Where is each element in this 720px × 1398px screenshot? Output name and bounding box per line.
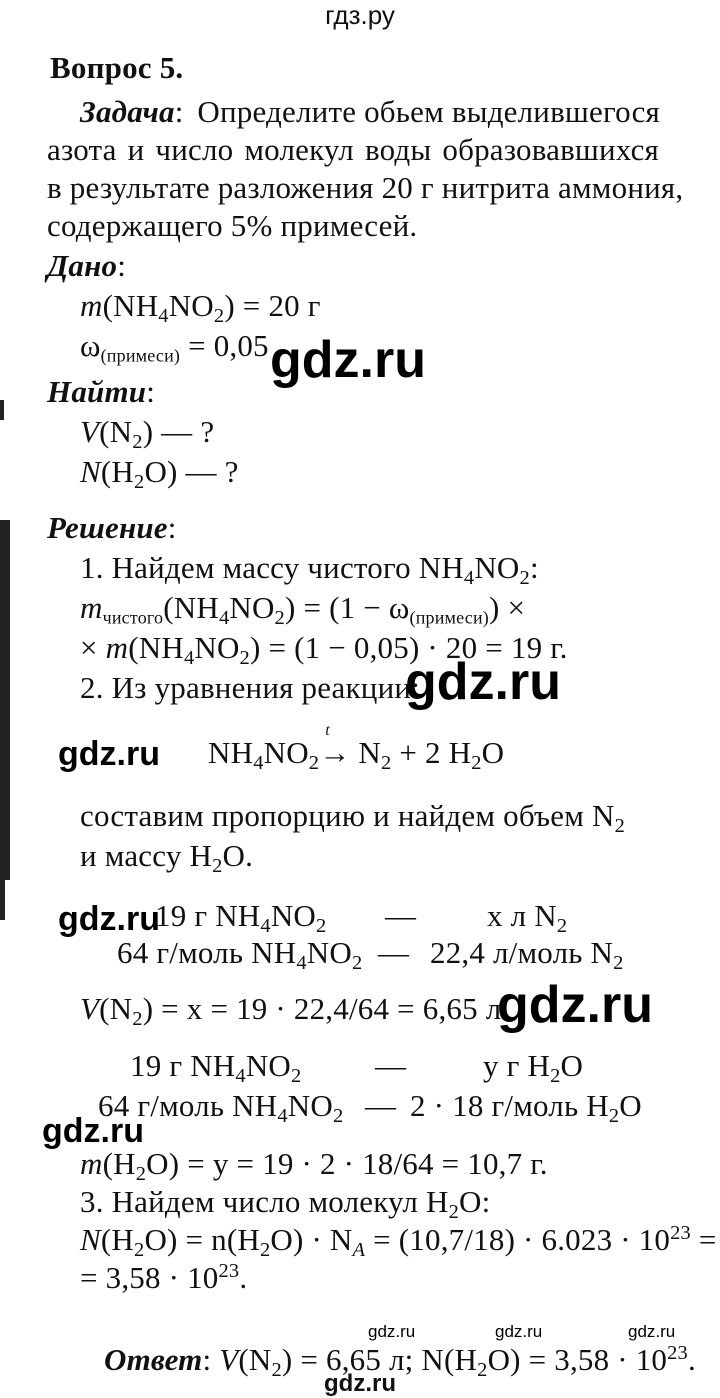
pure-mass-result: = (1 − 0,05) · 20 = 19 г.: [260, 630, 568, 665]
find-heading: Найти:: [47, 374, 156, 409]
p2-right-text: 22,4 л/моль N: [430, 935, 614, 970]
solution-step-1: 1. Найдем массу чистого $NH_4NO_2$:: [80, 550, 539, 590]
solution-label: Решение: [47, 510, 168, 545]
scan-edge: [0, 400, 4, 420]
watermark: gdz.ru: [368, 1322, 416, 1341]
answer-volume: = 6,65 л; N(H: [292, 1342, 478, 1377]
proportion-3-dash: —: [375, 1048, 407, 1083]
proportion-text-2: и массу $H_2O$.: [80, 838, 254, 878]
watermark: gdz.ru: [58, 900, 160, 938]
mass-result-expr: = y = 19 · 2 · 18/64 = 10,7 г.: [179, 1146, 548, 1181]
watermark: gdz.ru: [495, 1322, 543, 1341]
watermark: gdz.ru: [497, 976, 653, 1034]
proportion-4-left: 64 г/моль $NH_4NO_2$: [98, 1088, 344, 1128]
p4-left-text: 64 г/моль NH: [98, 1088, 278, 1123]
p1-right-text: x л N: [487, 898, 557, 933]
given-omega-sub: (примеси): [100, 345, 181, 366]
find-number: $N(H_2O)$ — ?: [80, 454, 239, 494]
site-header: гдз.ру: [325, 0, 395, 30]
mass-result: $m(H_2O) = y = 19 \cdot 2 \cdot 18/64 = 10,7$ г.: [80, 1146, 548, 1186]
watermark: gdz.ru: [58, 735, 160, 773]
volume-result: $V(N_2) = x = 19 \cdot 22,4/64 = 6,65$ л.: [80, 991, 510, 1031]
watermark: gdz.ru: [270, 331, 426, 389]
step1-text: 1. Найдем массу чистого NH: [80, 550, 464, 585]
given-omega: $\omega_{(примеси)} = 0,05$: [80, 328, 269, 366]
pure-mass-line-2: × $m(NH_4NO_2) = (1 - 0,05) \cdot 20 = 19$ г.: [80, 630, 568, 670]
find-volume: $V(N_2)$ — ?: [80, 414, 215, 454]
task-line-3: в результате разложения 20 г нитрита аммония,: [47, 170, 684, 205]
proportion-1-dash: —: [385, 898, 417, 933]
task-line-4: содержащего 5% примесей.: [47, 208, 418, 243]
watermark: gdz.ru: [42, 1112, 144, 1150]
find-label: Найти: [47, 374, 147, 409]
proportion-3-left: 19 г $NH_4NO_2$: [130, 1048, 302, 1088]
scan-edge: [0, 880, 5, 920]
given-mass-value: = 20 г: [234, 288, 321, 323]
answer-exp: 23: [667, 1341, 688, 1364]
watermark: gdz.ru: [405, 653, 561, 711]
answer-label: Ответ: [104, 1342, 203, 1377]
answer-line: Ответ: $V(N_2) = 6,65$ л; $N(H_2O) = 3,58 \cdot 10^{23}$.: [104, 1341, 696, 1382]
proportion-text-1-span: составим пропорцию и найдем объем N: [80, 798, 615, 833]
solution-step-2: 2. Из уравнения реакции:: [80, 670, 420, 705]
scan-edge: [0, 520, 10, 880]
proportion-text-1: составим пропорцию и найдем объем $N_2$: [80, 798, 625, 838]
proportion-2-dash: —: [378, 935, 410, 970]
pure-mass-expr-sub: (примеси): [409, 607, 490, 628]
proportion-1-right: x л $N_2$: [487, 898, 568, 938]
molecules-expr-2: O) · N: [270, 1222, 353, 1257]
given-label: Дано: [47, 248, 118, 283]
answer-number: O) = 3,58 · 10: [487, 1342, 668, 1377]
pure-mass-line-1: $m_{чистого}(NH_4NO_2) = (1 - \omega_{(примеси)})$ ×: [80, 590, 526, 630]
given-omega-value: = 0,05: [180, 328, 269, 363]
task-line-1: Задача: Определите обьем выделившегося: [80, 94, 660, 129]
molecules-expr-3: = (10,7/18) · 6.023 · 10: [365, 1222, 671, 1257]
reaction-equation: $NH_4NO_2$ t → $N_2 + 2$ $H_2O$: [208, 722, 505, 775]
proportion-4-right: 2 · 18 г/моль $H_2O$: [410, 1088, 642, 1128]
proportion-2-right: 22,4 л/моль $N_2$: [430, 935, 624, 975]
volume-result-expr: = x = 19 · 22,4/64 = 6,65 л.: [153, 991, 510, 1026]
pure-mass-sub: чистого: [102, 607, 164, 628]
pure-mass-expr: = (1 − ω: [295, 590, 410, 625]
molecules-line-1: $N(H_2O) = n(H_2O) \cdot N_A = (10,7/18) \cdot 6.023 \cdot 10^{23}$ =: [80, 1221, 717, 1262]
proportion-4-dash: —: [365, 1088, 397, 1123]
task-text-1: Определите обьем выделившегося: [197, 94, 660, 129]
given-heading: Дано:: [47, 248, 127, 283]
find-number-suffix: — ?: [177, 454, 239, 489]
proportion-text-2-span: и массу H: [80, 838, 213, 873]
task-label: Задача: [80, 94, 175, 129]
question-title: Вопрос 5.: [50, 50, 184, 85]
solution-heading: Решение:: [47, 510, 177, 545]
proportion-2-left: 64 г/моль $NH_4NO_2$: [117, 935, 363, 975]
find-volume-suffix: — ?: [153, 414, 215, 449]
molecules-exp: 23: [670, 1221, 691, 1244]
p3-right-text: y г H: [483, 1048, 551, 1083]
molecules-line-2: = $3,58 \cdot 10^{23}$.: [80, 1259, 248, 1295]
site-footer: gdz.ru: [324, 1370, 396, 1397]
p2-left-text: 64 г/моль NH: [117, 935, 297, 970]
molecules-result: = 3,58 · 10: [80, 1260, 219, 1295]
task-line-2: азота и число молекул воды образовавшихся: [47, 132, 659, 167]
pure-mass-expr-end: ) ×: [489, 590, 526, 625]
solution-step-3: 3. Найдем число молекул $H_2O$:: [80, 1184, 491, 1224]
avogadro-sub: A: [352, 1239, 366, 1262]
step3-text: 3. Найдем число молекул H: [80, 1184, 449, 1219]
p3-left-text: 19 г NH: [130, 1048, 236, 1083]
p1-left-text: 19 г NH: [155, 898, 261, 933]
proportion-3-right: y г $H_2O$: [483, 1048, 584, 1088]
watermark: gdz.ru: [628, 1322, 676, 1341]
molecules-result-exp: 23: [218, 1259, 240, 1282]
given-mass: $m(NH_4NO_2) = 20$ г: [80, 288, 321, 328]
p4-right-text: 2 · 18 г/моль H: [410, 1088, 609, 1123]
molecules-expr-1: = n(H: [177, 1222, 260, 1257]
proportion-1-left: 19 г $NH_4NO_2$: [155, 898, 327, 938]
reaction-condition: t: [325, 722, 330, 739]
